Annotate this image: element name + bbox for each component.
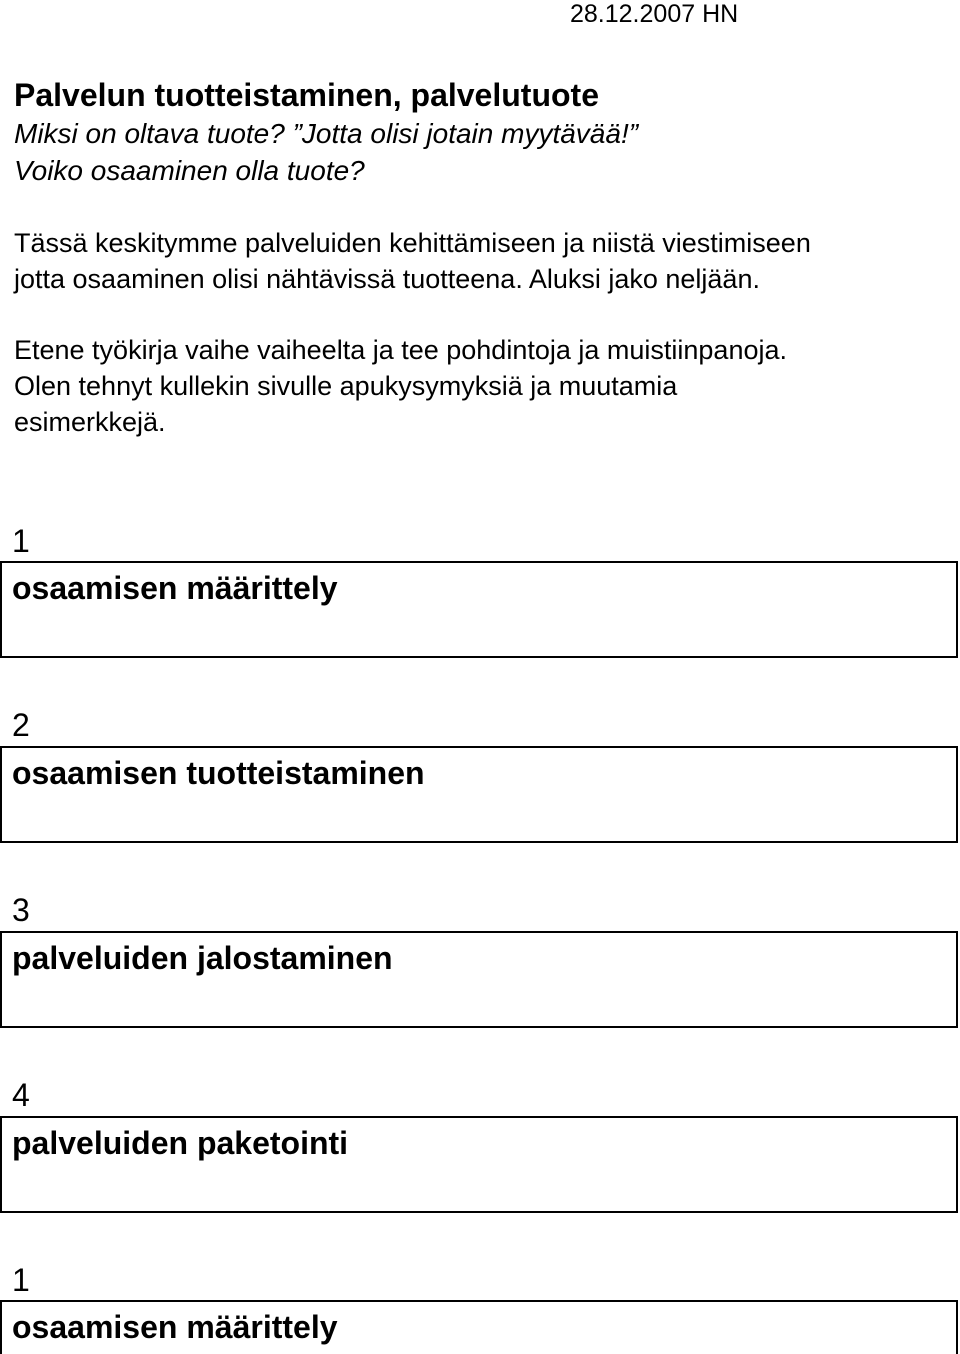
instructions-line-3: esimerkkejä. xyxy=(14,407,166,437)
instructions-line-1: Etene työkirja vaihe vaiheelta ja tee pohdintoja ja muistiinpanoja. xyxy=(14,335,787,365)
subtitle-line-1: Miksi on oltava tuote? ”Jotta olisi jotain myytävää!” xyxy=(14,118,639,149)
document-title: Palvelun tuotteistaminen, palvelutuote xyxy=(14,77,599,113)
section-title-1: osaamisen määrittely xyxy=(12,570,338,606)
header-date: 28.12.2007 HN xyxy=(570,0,739,28)
section-number-5: 1 xyxy=(12,1262,30,1298)
section-number-4: 4 xyxy=(12,1077,30,1113)
section-title-5: osaamisen määrittely xyxy=(12,1309,338,1345)
section-title-4: palveluiden paketointi xyxy=(12,1125,349,1161)
section-title-2: osaamisen tuotteistaminen xyxy=(12,755,425,791)
section-box-2-left-edge xyxy=(0,746,2,843)
section-number-3: 3 xyxy=(12,892,30,928)
intro-paragraph-line-2: jotta osaaminen olisi nähtävissä tuotteena. Aluksi jako neljään. xyxy=(14,264,760,294)
section-title-3: palveluiden jalostaminen xyxy=(12,940,393,976)
section-box-3-left-edge xyxy=(0,931,2,1028)
section-box-4-left-edge xyxy=(0,1116,2,1213)
section-box-1-left-edge xyxy=(0,561,2,658)
section-number-1: 1 xyxy=(12,523,30,559)
section-number-2: 2 xyxy=(12,707,30,743)
subtitle-line-2: Voiko osaaminen olla tuote? xyxy=(14,155,365,186)
section-box-5-left-edge xyxy=(0,1300,2,1354)
intro-paragraph-line-1: Tässä keskitymme palveluiden kehittämiseen ja niistä viestimiseen xyxy=(14,228,811,258)
instructions-line-2: Olen tehnyt kullekin sivulle apukysymyksiä ja muutamia xyxy=(14,371,678,401)
